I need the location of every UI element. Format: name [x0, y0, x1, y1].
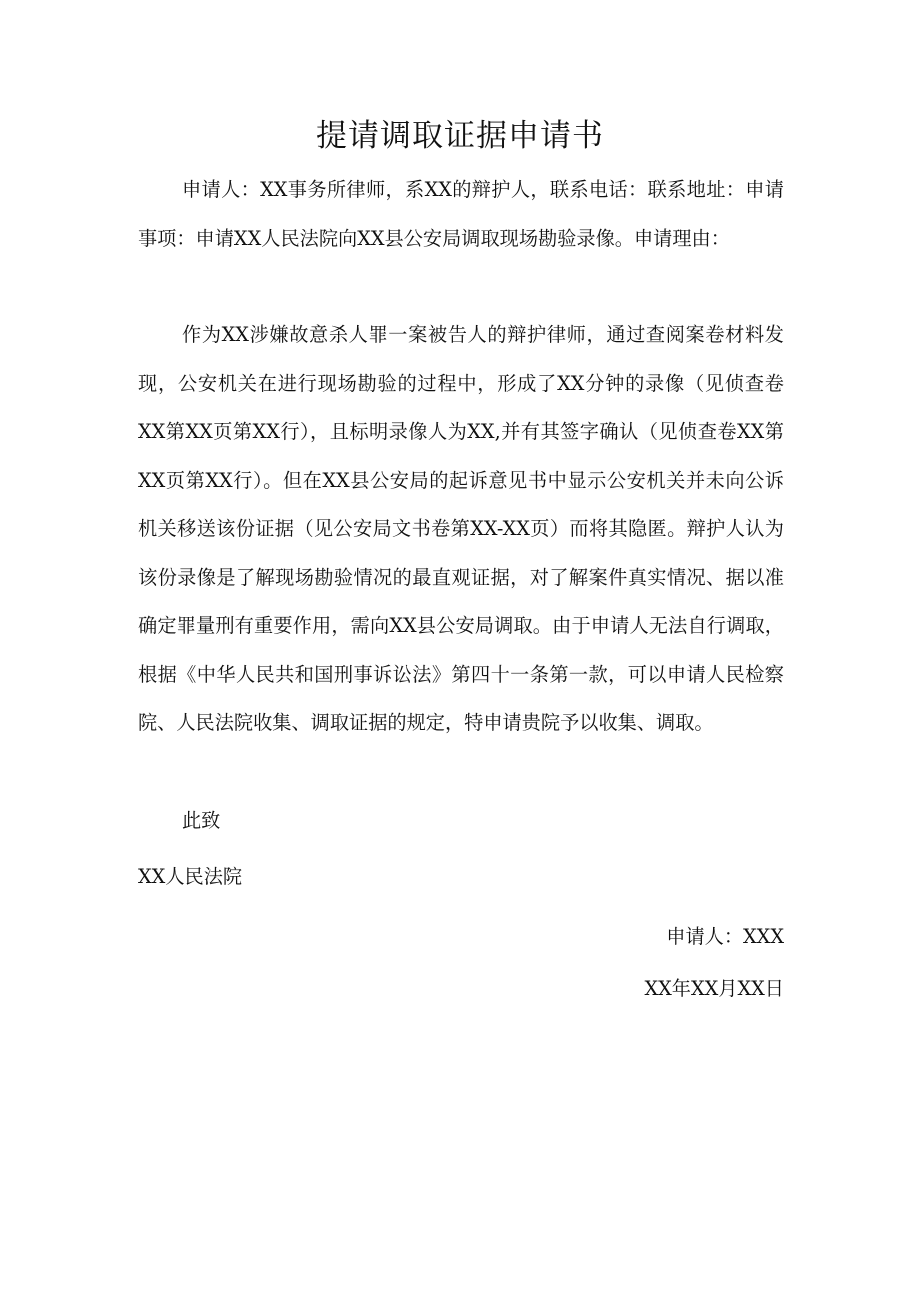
recipient-court: XX人民法院 — [138, 865, 243, 888]
salutation: 此致 — [182, 809, 221, 832]
applicant-signature: 申请人：XXX — [666, 925, 784, 948]
document-title: 提请调取证据申请书 — [316, 118, 604, 154]
reason-paragraph: 作为XX涉嫌故意杀人罪一案被告人的辩护律师，通过查阅案卷材料发现，公安机关在进行现场勘验的过程中，形成了XX分钟的录像（见侦查卷XX第XX页第XX行），且标明录像人为XX,并有其签字确认（见侦查卷XX第XX页第XX行）。但在XX县公安局的起诉意见书中显示公安机关并未向公诉机关移送该份证据（见公安局文书卷第XX-XX页）而将其隐匿。辩护人认为该份录像是了解现场勘验情况的最直观证据，对了解案件真实情况、据以准确定罪量刑有重要作用，需向XX县公安局调取。由于申请人无法自行调取，根据《中华人民共和国刑事诉讼法》第四十一条第一款，可以申请人民检察院、人民法院收集、调取证据的规定，特申请贵院予以收集、调取。 — [138, 323, 784, 734]
document-date: XX年XX月XX日 — [644, 977, 784, 1000]
applicant-paragraph: 申请人：XX事务所律师，系XX的辩护人，联系电话：联系地址：申请事项：申请XX人民法院向XX县公安局调取现场勘验录像。申请理由： — [138, 178, 784, 250]
